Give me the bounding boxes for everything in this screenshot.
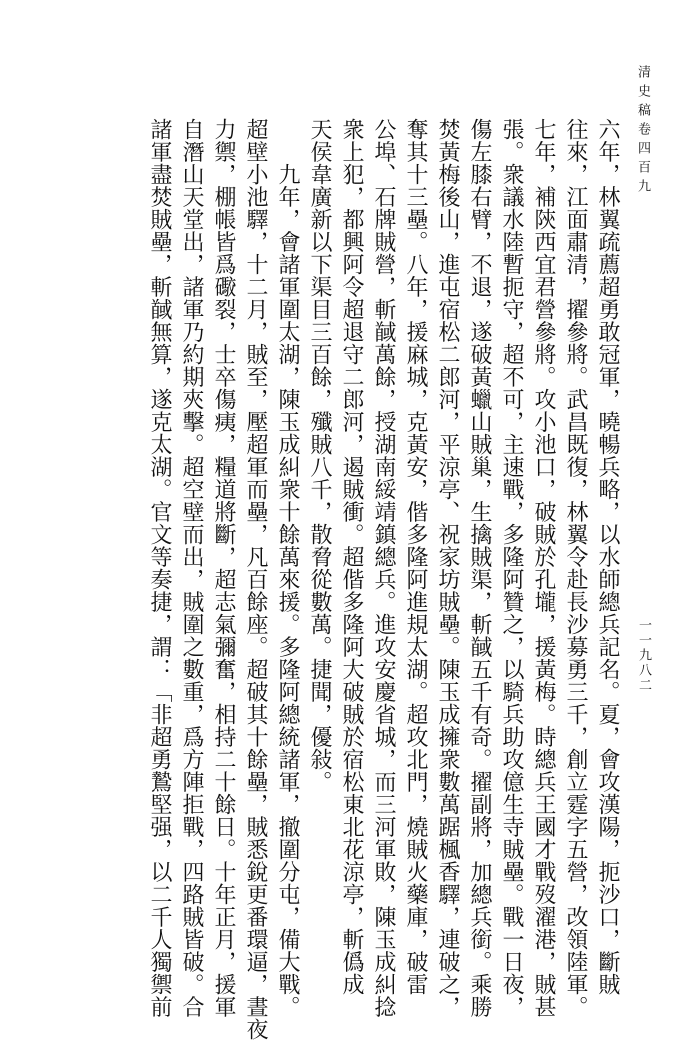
body-text: [143, 118, 623, 1041]
text-column: 力禦，棚帳皆爲礮裂，士卒傷痍，糧道將斷，超志氣彌奮，相持二十餘日。十年正月，援軍: [211, 118, 236, 1018]
running-header-title: 清史稿卷四百九: [635, 65, 650, 198]
text-column: 焚黃梅後山，進屯宿松二郎河，平涼亭、祝家坊賊壘。陳玉成擁衆數萬踞楓香驛，連破之，: [435, 118, 460, 1018]
text-column: 超壁小池驛，十二月，賊至，壓超軍而壘，凡百餘座。超破其十餘壘，賊悉銳更番環逼，晝夜: [243, 118, 268, 1041]
text-column: 九年，會諸軍圍太湖，陳玉成糾衆十餘萬來援。多隆阿總統諸軍，撤圍分屯，備大戰。: [275, 118, 300, 1018]
text-column: 七年，補陝西宜君營參將。攻小池口，破賊於孔壠，援黃梅。時總兵王國才戰歿濯港，賊甚: [531, 118, 556, 1018]
page-number: 一一九八二: [636, 618, 651, 693]
text-column: 衆上犯，都興阿令超退守二郎河，遏賊衝。超偕多隆阿大破賊於宿松東北花涼亭，斬僞成: [339, 118, 364, 996]
text-column: 諸軍盡焚賊壘，斬馘無算，遂克太湖。官文等奏捷，謂：「非超勇鷙堅强，以二千人獨禦前: [147, 118, 172, 1018]
text-column: 奪其十三壘。八年，援麻城，克黃安，偕多隆阿進規太湖。超攻北門，燒賊火藥庫，破雷: [403, 118, 428, 996]
text-column: 自潛山天堂出，諸軍乃約期夾擊。超空壁而出，賊圍之數重，爲方陣拒戰，四路賊皆破。合: [179, 118, 204, 1018]
text-column: 往來，江面肅清，擢參將。武昌既復，林翼令赴長沙募勇三千，創立霆字五營，改領陸軍。: [563, 118, 588, 1018]
text-column: 天侯韋廣新以下渠目三百餘，殲賊八千，散脅從數萬。捷聞，優敍。: [307, 118, 332, 793]
text-column: 傷左膝右臂，不退，遂破黃蠟山賊巢，生擒賊渠，斬馘五千有奇。擢副將，加總兵銜。乘勝: [467, 118, 492, 1018]
text-column: 六年，林翼疏薦超勇敢冠軍，曉暢兵略，以水師總兵記名。夏，會攻漢陽，扼沙口，斷賊: [595, 118, 620, 996]
text-column: 張。衆議水陸暫扼守，超不可，主速戰，多隆阿贊之，以騎兵助攻億生寺賊壘。戰一日夜，: [499, 118, 524, 1018]
text-column: 公埠、石牌賊營，斬馘萬餘，授湖南綏靖鎮總兵。進攻安慶省城，而三河軍敗，陳玉成糾捻: [371, 118, 396, 1018]
